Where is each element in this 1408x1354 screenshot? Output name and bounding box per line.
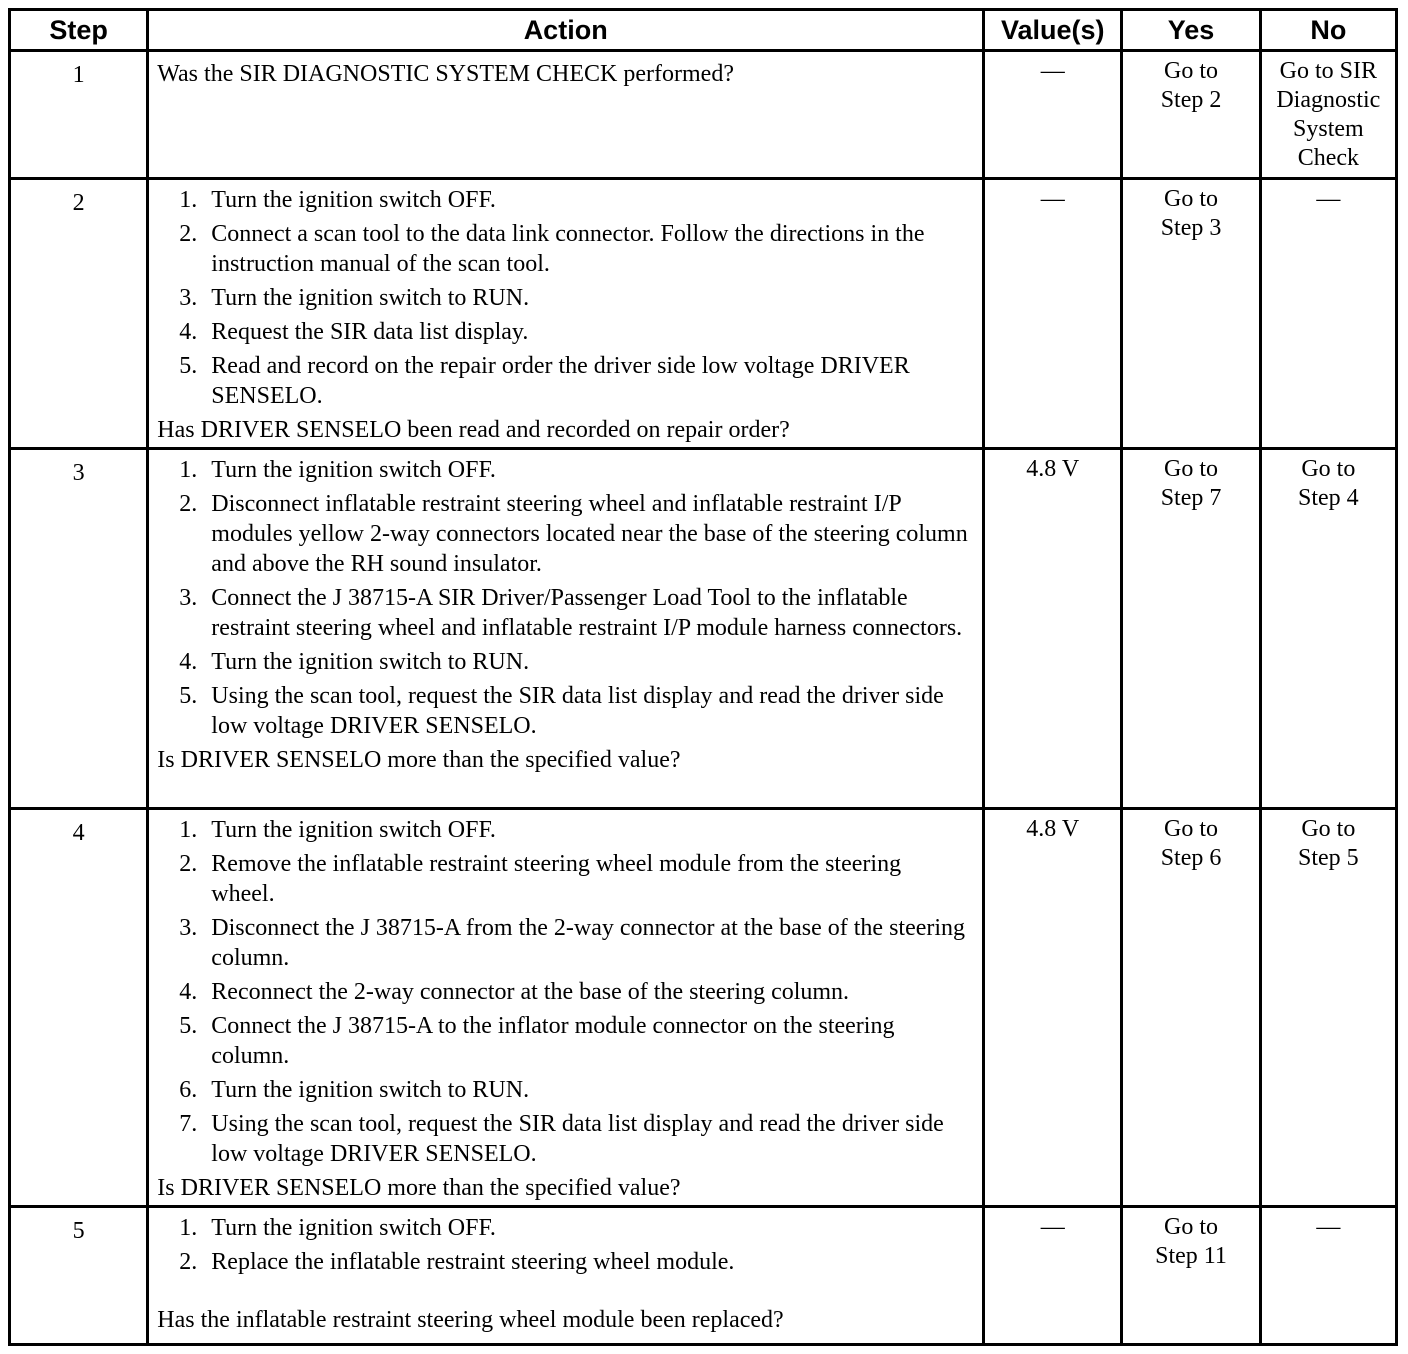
table-row (10, 1207, 1397, 1345)
no-cell (1260, 809, 1396, 1207)
yes-cell (1122, 1207, 1260, 1345)
header-yes: Yes (1122, 10, 1260, 51)
yes-line: Step 7 (1160, 485, 1222, 511)
yes-line: Go to (1164, 456, 1219, 482)
yes-cell (1122, 179, 1260, 449)
action-steps (157, 455, 970, 741)
no-line: Diagnostic (1276, 87, 1381, 113)
no-cell (1260, 1207, 1396, 1345)
no-line: Go to (1301, 456, 1356, 482)
action-item: 2. Remove the inflatable restraint steering wheel module from the steering wheel. (179, 851, 902, 907)
action-item: 4. Reconnect the 2-way connector at the base of the steering column. (179, 979, 850, 1005)
action-item: 3. Disconnect the J 38715-A from the 2-way connector at the base of the steering column. (179, 915, 966, 971)
step-number: 2 (10, 179, 148, 449)
header-step: Step (10, 10, 148, 51)
action-steps (157, 185, 970, 411)
action-question: Was the SIR DIAGNOSTIC SYSTEM CHECK performed? (157, 61, 734, 87)
value-cell (984, 51, 1122, 179)
diagnostic-table (8, 8, 1398, 1346)
action-item: 5. Connect the J 38715-A to the inflator module connector on the steering column. (179, 1013, 895, 1069)
no-line: Go to SIR (1279, 58, 1378, 84)
value-cell (984, 449, 1122, 809)
table-row (10, 449, 1397, 809)
header-values: Value(s) (984, 10, 1122, 51)
yes-line: Go to (1164, 58, 1219, 84)
no-cell (1260, 449, 1396, 809)
action-item: 1. Turn the ignition switch OFF. (179, 187, 496, 213)
yes-line: Go to (1164, 816, 1219, 842)
action-item: 3. Connect the J 38715-A SIR Driver/Passenger Load Tool to the inflatable restraint steering wheel and inflatable restraint I/P module harness connectors. (179, 585, 963, 641)
table-row (10, 179, 1397, 449)
value-text: 4.8 V (1026, 456, 1080, 482)
value-cell (984, 809, 1122, 1207)
action-cell (148, 179, 984, 449)
action-cell (148, 449, 984, 809)
action-item: 3. Turn the ignition switch to RUN. (179, 285, 530, 311)
no-line: System (1293, 116, 1364, 142)
action-item: 2. Replace the inflatable restraint steering wheel module. (179, 1249, 735, 1275)
action-item: 5. Using the scan tool, request the SIR data list display and read the driver side low voltage DRIVER SENSELO. (179, 683, 944, 739)
step-number: 5 (10, 1207, 148, 1345)
yes-line: Step 3 (1160, 215, 1222, 241)
yes-line: Go to (1164, 186, 1219, 212)
table-row (10, 51, 1397, 179)
action-item: 1. Turn the ignition switch OFF. (179, 457, 496, 483)
value-text: — (1040, 1214, 1065, 1240)
action-cell (148, 1207, 984, 1345)
no-line: Check (1297, 145, 1359, 171)
no-line: — (1316, 1214, 1341, 1240)
no-line: — (1316, 186, 1341, 212)
value-text: 4.8 V (1026, 816, 1080, 842)
yes-cell (1122, 449, 1260, 809)
value-text: — (1040, 186, 1065, 212)
action-item: 4. Turn the ignition switch to RUN. (179, 649, 530, 675)
action-question: Is DRIVER SENSELO more than the specified value? (157, 747, 681, 773)
action-question: Has the inflatable restraint steering wheel module been replaced? (157, 1307, 784, 1333)
no-line: Go to (1301, 816, 1356, 842)
action-item: 2. Connect a scan tool to the data link connector. Follow the directions in the instruction manual of the scan tool. (179, 221, 925, 277)
no-cell (1260, 179, 1396, 449)
action-steps (157, 815, 970, 1169)
action-item: 2. Disconnect inflatable restraint steering wheel and inflatable restraint I/P modules yellow 2-way connectors located near the base of the steering column and above the RH sound insulator. (179, 491, 968, 577)
step-number: 1 (10, 51, 148, 179)
yes-line: Go to (1164, 1214, 1219, 1240)
yes-cell (1122, 809, 1260, 1207)
table-row (10, 809, 1397, 1207)
action-item: 4. Request the SIR data list display. (179, 319, 529, 345)
value-text: — (1040, 58, 1065, 84)
yes-cell (1122, 51, 1260, 179)
action-question: Is DRIVER SENSELO more than the specified value? (157, 1175, 681, 1201)
header-action: Action (148, 10, 984, 51)
action-item: 1. Turn the ignition switch OFF. (179, 817, 496, 843)
action-cell (148, 809, 984, 1207)
action-item: 7. Using the scan tool, request the SIR data list display and read the driver side low voltage DRIVER SENSELO. (179, 1111, 944, 1167)
header-row (10, 10, 1397, 51)
action-item: 1. Turn the ignition switch OFF. (179, 1215, 496, 1241)
action-cell (148, 51, 984, 179)
action-steps (157, 1213, 970, 1277)
value-cell (984, 1207, 1122, 1345)
no-line: Step 4 (1298, 485, 1359, 511)
yes-line: Step 11 (1155, 1243, 1227, 1269)
step-number: 4 (10, 809, 148, 1207)
yes-line: Step 6 (1160, 845, 1222, 871)
yes-line: Step 2 (1160, 87, 1222, 113)
action-question: Has DRIVER SENSELO been read and recorded on repair order? (157, 417, 790, 443)
value-cell (984, 179, 1122, 449)
no-line: Step 5 (1298, 845, 1359, 871)
header-no: No (1260, 10, 1396, 51)
action-item: 5. Read and record on the repair order the driver side low voltage DRIVER SENSELO. (179, 353, 910, 409)
step-number: 3 (10, 449, 148, 809)
no-cell (1260, 51, 1396, 179)
action-item: 6. Turn the ignition switch to RUN. (179, 1077, 530, 1103)
